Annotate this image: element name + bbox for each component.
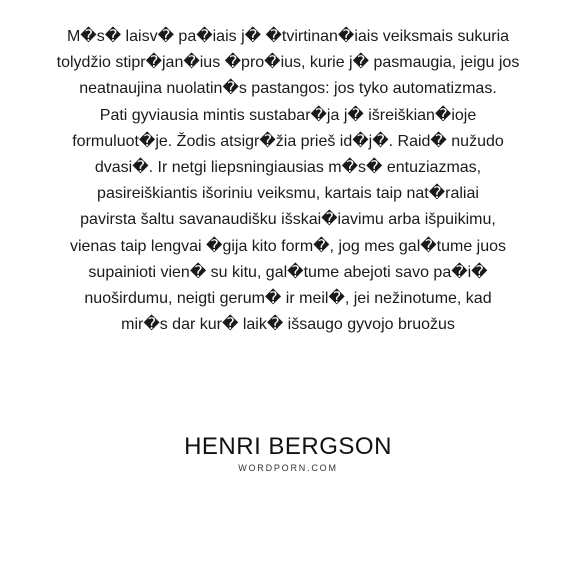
quote-line: pavirsta šaltu savanaudišku išskai�iavimu arba išpuikimu, (80, 211, 496, 229)
quote-text (40, 24, 536, 338)
quote-line: formuluot�je. Žodis atsigr�žia prieš id�j�. Raid� nužudo (72, 132, 504, 150)
quote-line: Pati gyviausia mintis sustabar�ja j� išreiškian�ioje (99, 106, 477, 124)
quote-line: vienas taip lengvai �gija kito form�, jog mes gal�tume juos (69, 237, 507, 255)
quote-line: M�s� laisv� pa�iais j� �tvirtinan�iais veiksmais sukuria (66, 28, 510, 45)
quote-line: neatnaujina nuolatin�s pastangos: jos tyko automatizmas. (79, 80, 497, 98)
quote-line: tolydžio stipr�jan�ius �pro�ius, kurie j� pasmaugia, jeigu jos (56, 54, 520, 72)
quote-line: dvasi�. Ir netgi liepsningiausias m�s� entuziazmas, (94, 159, 482, 177)
site-watermark: WORDPORN.COM (238, 463, 338, 473)
quote-line: supainioti vien� su kitu, gal�tume abejoti savo pa�i� (88, 263, 488, 281)
quote-line: mir�s dar kur� laik� išsaugo gyvojo bruožus (121, 316, 455, 334)
author-name: HENRI BERGSON (184, 433, 392, 460)
quote-line: pasireiškiantis išoriniu veiksmu, kartais taip nat�raliai (97, 185, 479, 203)
quote-line: nuoširdumu, neigti gerum� ir meil�, jei nežinotume, kad (84, 290, 492, 308)
